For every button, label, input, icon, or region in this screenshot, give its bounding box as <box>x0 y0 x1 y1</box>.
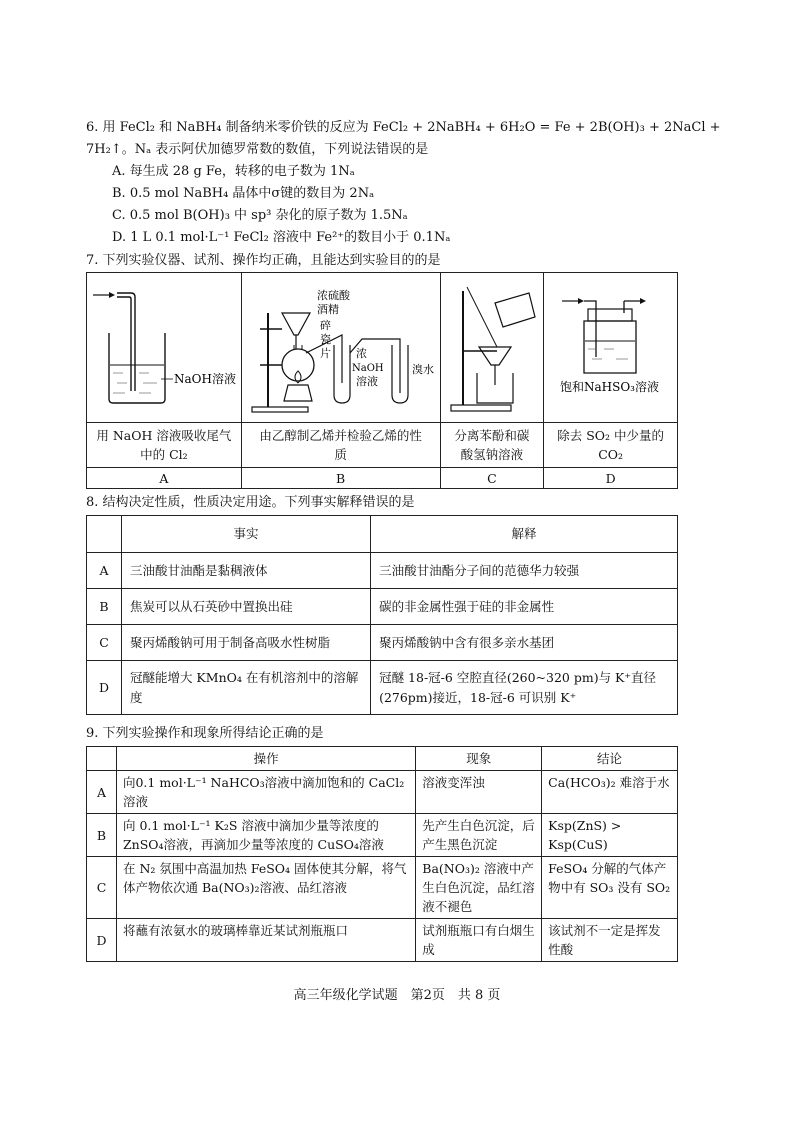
q7-b-label-soln: 溶液 <box>355 375 378 388</box>
q6-option-a: A. 每生成 28 g Fe，转移的电子数为 1Nₐ <box>112 164 355 179</box>
q9-row-d-phen: 试剂瓶瓶口有白烟生成 <box>416 919 542 962</box>
q9-header-concl: 结论 <box>542 747 678 771</box>
q8-stem: 8. 结构决定性质，性质决定用途。下列事实解释错误的是 <box>86 495 415 510</box>
q6-option-b: B. 0.5 mol NaBH₄ 晶体中σ键的数目为 2Nₐ <box>112 186 375 201</box>
q9-row-a-letter: A <box>87 771 117 814</box>
q7-b-label-alcohol: 酒精 <box>316 303 339 316</box>
q9-row-b-op: 向 0.1 mol·L⁻¹ K₂S 溶液中滴加少量等浓度的 ZnSO₄溶液，再滴加少量等浓度的 CuSO₄溶液 <box>116 814 415 857</box>
page-footer: 高三年级化学试题 第2页 共 8 页 <box>293 988 501 1003</box>
q7-b-label-c3: 片 <box>319 347 331 360</box>
q9-row-a-phen: 溶液变浑浊 <box>416 771 542 814</box>
q8-row-a-letter: A <box>87 553 122 589</box>
q7-caption-a: 用 NaOH 溶液吸收尾气 中的 Cl₂ <box>87 423 242 468</box>
q9-header-op: 操作 <box>116 747 415 771</box>
q8-row-b-letter: B <box>87 589 122 625</box>
q7-b-label-bromine: 溴水 <box>411 363 434 376</box>
q8-row-d-explain: 冠醚 18-冠-6 空腔直径(260~320 pm)与 K⁺直径(276pm)接近，18-冠-6 可识别 K⁺ <box>371 661 678 715</box>
q8-row-b-fact: 焦炭可以从石英砂中置换出硅 <box>121 589 370 625</box>
q9-row-d-letter: D <box>87 919 117 962</box>
q8-row-c-fact: 聚丙烯酸钠可用于制备高吸水性树脂 <box>121 625 370 661</box>
q8-row-b-explain: 碳的非金属性强于硅的非金属性 <box>371 589 678 625</box>
q8-header-blank <box>87 516 122 553</box>
q9-table <box>86 746 678 962</box>
q9-row-d-concl: 该试剂不一定是挥发性酸 <box>542 919 678 962</box>
q7-figure-b <box>241 273 440 423</box>
q7-figure-d <box>544 273 678 423</box>
q7-figure-c <box>440 273 544 423</box>
q7-b-label-c1: 碎 <box>319 319 331 332</box>
q7-stem: 7. 下列实验仪器、试剂、操作均正确，且能达到实验目的的是 <box>86 253 441 268</box>
q7-b-label-naoh: NaOH <box>351 363 384 374</box>
q7-a-label: NaOH溶液 <box>174 372 236 386</box>
q7-table <box>86 272 678 489</box>
q9-row-c-phen: Ba(NO₃)₂ 溶液中产生白色沉淀，品红溶液不褪色 <box>416 857 542 919</box>
q8-table <box>86 515 678 715</box>
q9-row-c-concl: FeSO₄ 分解的气体产物中有 SO₃ 没有 SO₂ <box>542 857 678 919</box>
q9-row-b-phen: 先产生白色沉淀，后产生黑色沉淀 <box>416 814 542 857</box>
q7-caption-b: 由乙醇制乙烯并检验乙烯的性 质 <box>241 423 440 468</box>
q7-letter-a: A <box>87 468 242 489</box>
q9-header-phen: 现象 <box>416 747 542 771</box>
q9-row-a-op: 向0.1 mol·L⁻¹ NaHCO₃溶液中滴加饱和的 CaCl₂ 溶液 <box>116 771 415 814</box>
q9-row-b-letter: B <box>87 814 117 857</box>
q7-letter-c: C <box>440 468 544 489</box>
q9-row-b-concl: Ksp(ZnS) > Ksp(CuS) <box>542 814 678 857</box>
q8-row-d-letter: D <box>87 661 122 715</box>
q9-header-blank <box>87 747 117 771</box>
q7-letter-d: D <box>544 468 678 489</box>
q8-row-a-fact: 三油酸甘油酯是黏稠液体 <box>121 553 370 589</box>
q6-stem-line1: 6. 用 FeCl₂ 和 NaBH₄ 制备纳米零价铁的反应为 FeCl₂ + 2NaBH₄ + 6H₂O = Fe + 2B(OH)₃ + 2NaCl + <box>86 120 721 135</box>
q8-row-a-explain: 三油酸甘油酯分子间的范德华力较强 <box>371 553 678 589</box>
q8-header-explain: 解释 <box>371 516 678 553</box>
q7-caption-d: 除去 SO₂ 中少量的 CO₂ <box>544 423 678 468</box>
q6-stem-line2: 7H₂↑。Nₐ 表示阿伏加德罗常数的数值，下列说法错误的是 <box>86 142 429 157</box>
q7-b-label-conc: 浓 <box>355 347 367 360</box>
q8-row-c-explain: 聚丙烯酸钠中含有很多亲水基团 <box>371 625 678 661</box>
q8-header-fact: 事实 <box>121 516 370 553</box>
q7-d-label: 饱和NaHSO₃溶液 <box>560 380 660 394</box>
q7-caption-c: 分离苯酚和碳 酸氢钠溶液 <box>440 423 544 468</box>
q7-letter-b: B <box>241 468 440 489</box>
q9-row-a-concl: Ca(HCO₃)₂ 难溶于水 <box>542 771 678 814</box>
q8-row-c-letter: C <box>87 625 122 661</box>
q7-b-label-acid: 浓硫酸 <box>316 289 350 302</box>
q7-figure-a <box>87 273 242 423</box>
q6-option-c: C. 0.5 mol B(OH)₃ 中 sp³ 杂化的原子数为 1.5Nₐ <box>112 208 408 223</box>
q9-stem: 9. 下列实验操作和现象所得结论正确的是 <box>86 726 324 741</box>
q9-row-c-letter: C <box>87 857 117 919</box>
q7-b-label-c2: 瓷 <box>319 333 331 346</box>
q8-row-d-fact: 冠醚能增大 KMnO₄ 在有机溶剂中的溶解度 <box>121 661 370 715</box>
q9-row-c-op: 在 N₂ 氛围中高温加热 FeSO₄ 固体使其分解，将气体产物依次通 Ba(NO₃)₂溶液、品红溶液 <box>116 857 415 919</box>
q9-row-d-op: 将蘸有浓氨水的玻璃棒靠近某试剂瓶瓶口 <box>116 919 415 962</box>
q6-option-d: D. 1 L 0.1 mol·L⁻¹ FeCl₂ 溶液中 Fe²⁺的数目小于 0.1Nₐ <box>112 230 451 245</box>
